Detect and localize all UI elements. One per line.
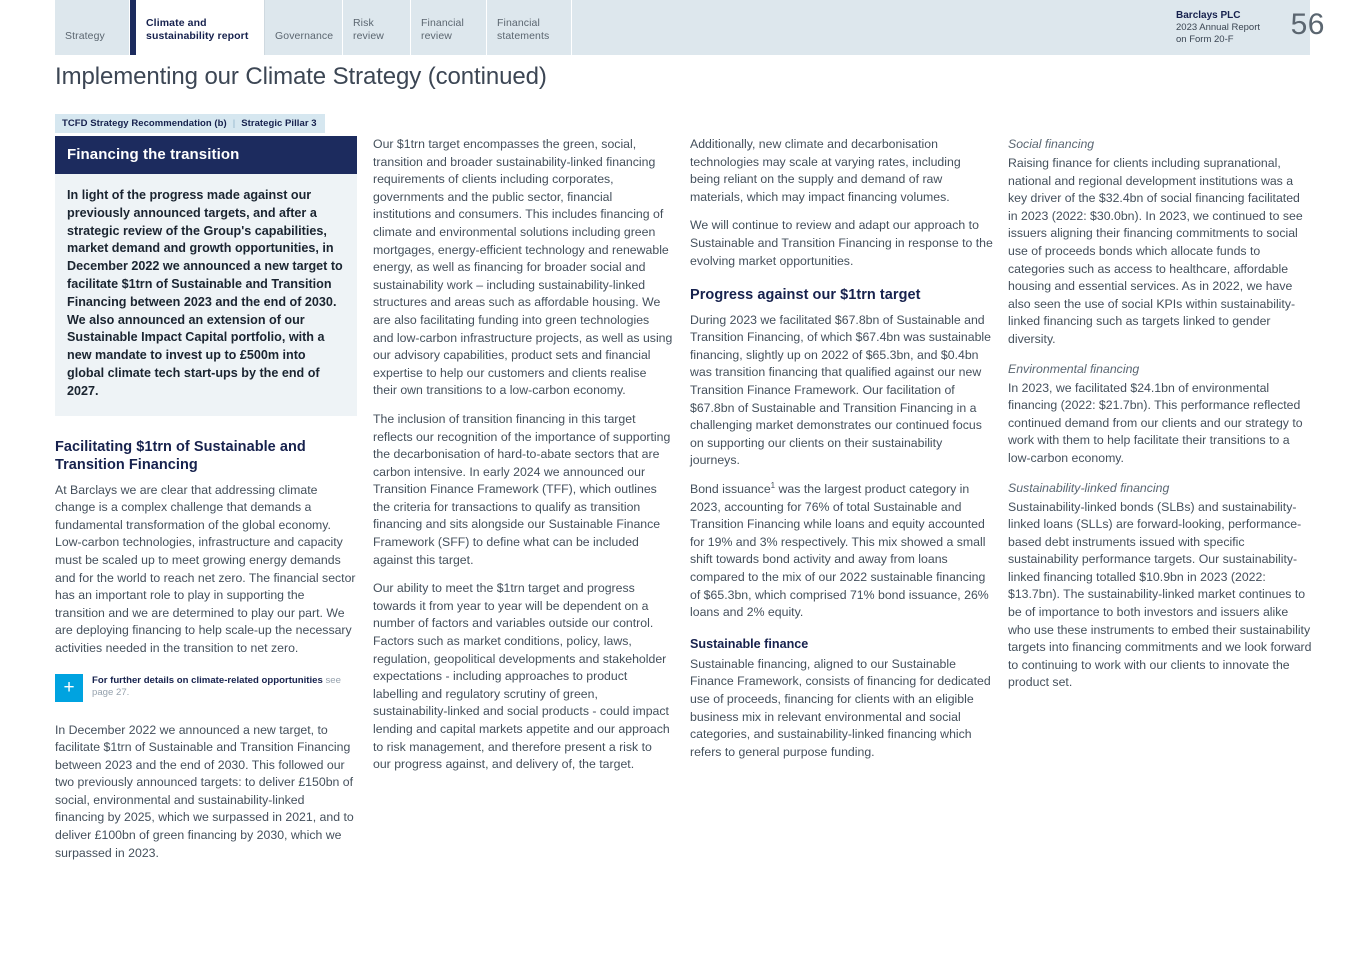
environmental-financing-heading: Environmental financing [1008, 361, 1140, 376]
cross-reference-page-ref: see page 27. [92, 674, 341, 698]
section-tab-bar [55, 0, 1310, 55]
financing-the-transition-heading: Financing the transition [55, 136, 357, 174]
tcfd-badge-separator: | [232, 118, 236, 129]
brand-name: Barclays PLC [1176, 10, 1241, 21]
tab-strategy[interactable] [55, 0, 130, 55]
cross-reference-bold-text: For further details on climate-related opportunities [92, 674, 323, 686]
col3-paragraph-5: Sustainable financing, aligned to our Sustainable Finance Framework, consists of financing for dedicated use of proceeds, financing for clients with an eligible business mix in relevant environmental and social categories, and sustainability-linked financing which refers to general purpose funding. [690, 656, 991, 759]
page-title: Implementing our Climate Strategy (continued) [55, 63, 547, 90]
cross-reference-text [92, 674, 357, 702]
col3-paragraph-4-rest: was the largest product category in 2023, accounting for 76% of total Sustainable and Transition Financing while loans and equity accounted for 19% and 3% respectively. This mix showed a small shift towards bond activity and away from loans compared to the mix of our 2022 sustainable financing of $65.3bn, which comprised 71% bond issuance, 26% loans and 2% equity. [690, 482, 989, 620]
bond-issuance-label: Bond issuance [690, 482, 771, 496]
tcfd-badge [55, 114, 325, 133]
tab-governance[interactable] [265, 0, 343, 55]
footnote-marker: 1 [770, 480, 776, 490]
report-title-line-2: on Form 20-F [1176, 34, 1234, 45]
tab-financial-statements-label: Financial statements [497, 17, 550, 42]
tab-climate-and-sustainability-report[interactable] [130, 0, 265, 55]
tcfd-badge-recommendation: TCFD Strategy Recommendation (b) [62, 118, 227, 129]
content-column-3 [690, 136, 993, 772]
tcfd-badge-pillar: Strategic Pillar 3 [241, 118, 317, 129]
col3-paragraph-1: Additionally, new climate and decarbonisation technologies may scale at varying rates, including being reliant on the supply and demand of raw materials, which may impact financing volumes. [690, 137, 961, 204]
col1-paragraph-1: At Barclays we are clear that addressing climate change is a complex challenge that demands a fundamental transformation of the global economy. Low-carbon technologies, infrastructure and capacity must be scaled up to meet growing energy demands and for the world to reach net zero. The financial sector has an important role to play in supporting the transition and we are determined to play our part. We are deploying financing to help scale-up the necessary activities needed in the transition to net zero. [55, 482, 356, 655]
sustainable-finance-subheading: Sustainable finance [690, 636, 809, 651]
content-column-1 [55, 136, 357, 873]
cross-reference-callout[interactable] [55, 674, 357, 702]
col4-environmental-financing-paragraph: In 2023, we facilitated $24.1bn of environmental financing (2022: $21.7bn). This performance reflected continued demand from our clients and our strategy to work with them to help facilitate their transitions to a low-carbon economy. [1008, 380, 1303, 465]
tab-strategy-label: Strategy [65, 29, 105, 42]
page-number: 56 [1290, 8, 1325, 41]
tab-financial-review[interactable] [411, 0, 487, 55]
col4-social-financing-paragraph: Raising finance for clients including supranational, national and regional development institutions was a key driver of the $32.4bn of social financing facilitated in 2023 (2022: $30.0bn). In 2023, we continued to see issuers aligning their financing commitments to social use of proceeds bonds which allocate funds to categories such as access to healthcare, affordable housing and essential services. As in 2022, we have also seen the use of social KPIs within sustainability-linked financing such as targets linked to gender diversity. [1008, 156, 1303, 346]
col3-paragraph-4 [690, 481, 993, 622]
facilitating-target-heading: Facilitating $1trn of Sustainable and Transition Financing [55, 438, 306, 474]
col3-paragraph-3: During 2023 we facilitated $67.8bn of Sustainable and Transition Financing, of which $67.4bn was sustainable financing, slightly up on 2022 of $65.3bn, and $0.4bn was transition financing that qualified against our new Transition Finance Framework. Our facilitation of $67.8bn of Sustainable and Transition Financing in a challenging market demonstrates our continued focus on supporting our clients on their sustainability journeys. [690, 312, 991, 468]
content-column-4 [1008, 136, 1312, 703]
sustainability-linked-financing-heading: Sustainability-linked financing [1008, 480, 1170, 495]
col2-paragraph-1: Our $1trn target encompasses the green, social, transition and broader sustainability-linked financing requirements of clients including corporates, governments and the public sector, financial institutions and consumers. This includes financing of climate and environmental solutions including green mortgages, energy-efficient technology and renewable energy, as well as financing for broader social and sustainability work – including sustainability-linked structures and areas such as affordable housing. We are also facilitating funding into green technologies and low-carbon infrastructure projects, as well as using our advisory capabilities, product sets and financial expertise to help our customers and clients realise their own transitions to a low-carbon economy. [373, 137, 673, 398]
plus-icon: + [55, 674, 83, 702]
tab-financial-statements[interactable] [487, 0, 572, 55]
tab-climate-and-sustainability-report-label: Climate and sustainability report [146, 17, 249, 42]
intro-callout-box [55, 174, 357, 416]
col4-sustainability-linked-financing-paragraph: Sustainability-linked bonds (SLBs) and sustainability-linked loans (SLLs) are forward-looking, performance-based debt instruments issued with specific sustainability performance targets. Our sustainability-linked financing totalled $10.9bn in 2023 (2022: $13.7bn). The sustainability-linked market continues to be of importance to both investors and issuers alike who use these instruments to embed their sustainability targets into financing commitments and we look forward to continuing to work with our clients to innovate the product set. [1008, 499, 1312, 690]
report-title-line-1: 2023 Annual Report [1176, 22, 1260, 33]
report-identification [1176, 10, 1260, 46]
progress-against-target-heading: Progress against our $1trn target [690, 287, 921, 304]
intro-callout-text: In light of the progress made against our previously announced targets, and after a strategic review of the Group's capabilities, market demand and growth opportunities, in December 2022 we announced a new target to facilitate $1trn of Sustainable and Transition Financing between 2023 and the end of 2030. We also announced an extension of our Sustainable Impact Capital portfolio, with a new mandate to invest up to £500m into global climate tech start-ups by the end of 2027. [67, 188, 343, 398]
col2-paragraph-2: The inclusion of transition financing in this target reflects our recognition of the importance of supporting the decarbonisation of hard-to-abate sectors that are carbon intensive. In early 2024 we announced our Transition Finance Framework (TFF), which outlines the criteria for transactions to qualify as transition financing and sits alongside our Sustainable Finance Framework (SFF) to define what can be included against this target. [373, 411, 671, 567]
social-financing-heading: Social financing [1008, 137, 1095, 151]
tab-risk-review-label: Risk review [353, 17, 384, 42]
col2-paragraph-3: Our ability to meet the $1trn target and progress towards it from year to year will be dependent on a number of factors and variables outside our control. Factors such as market conditions, policy, laws, regulation, geopolitical developments and stakeholder expectations - including approaches to product labelling and regulatory scrutiny of green, sustainability-linked and social products - could impact lending and capital markets appetite and our approach to risk management, and therefore present a risk to our progress against, and delivery of, the target. [373, 581, 670, 772]
content-column-2 [373, 136, 673, 785]
col3-paragraph-2: We will continue to review and adapt our approach to Sustainable and Transition Financing in response to the evolving market opportunities. [690, 218, 993, 268]
tab-governance-label: Governance [275, 29, 334, 42]
tab-financial-review-label: Financial review [421, 17, 464, 42]
tab-risk-review[interactable] [343, 0, 411, 55]
col1-paragraph-2: In December 2022 we announced a new target, to facilitate $1trn of Sustainable and Transition Financing between 2023 and the end of 2030. This followed our two previously announced targets: to deliver £150bn of social, environmental and sustainability-linked financing by 2025, which we surpassed in 2021, and to deliver £100bn of green financing by 2030, which we surpassed in 2023. [55, 722, 354, 860]
